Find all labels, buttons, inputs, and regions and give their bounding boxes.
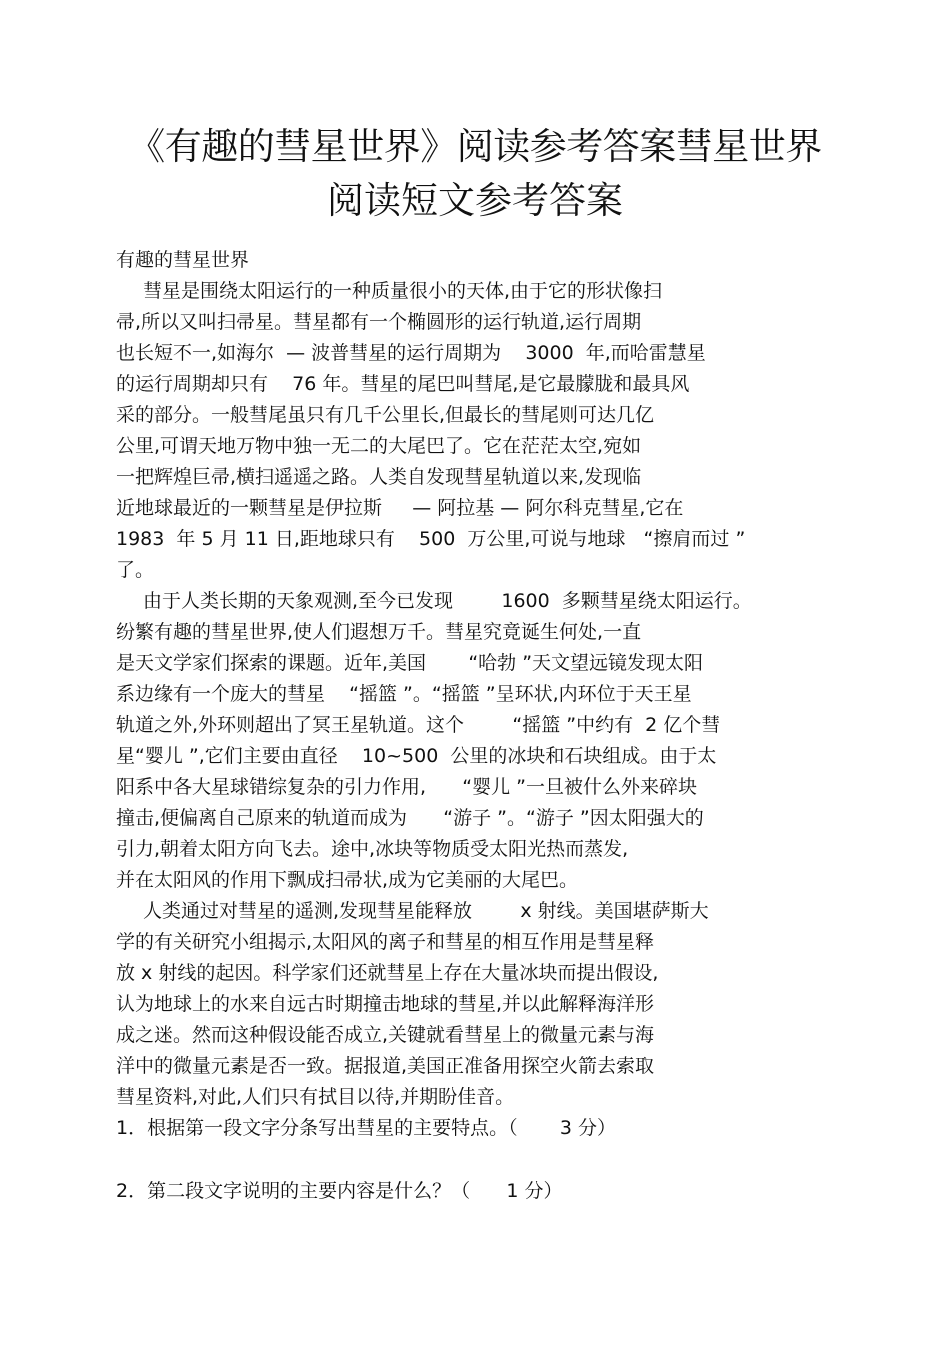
paragraph-3-line: 人类通过对彗星的遥测,发现彗星能释放 x 射线。美国堪萨斯大 — [143, 900, 709, 922]
document-body — [116, 245, 836, 1207]
paragraph-2-line: 撞击,便偏离自己原来的轨道而成为 “游子 ”。“游子 ”因太阳强大的 — [116, 807, 704, 829]
answer-space — [116, 1144, 836, 1176]
paragraph-1-line: 1983 年 5 月 11 日,距地球只有 500 万公里,可说与地球 “擦肩而过 ” — [116, 528, 746, 550]
paragraph-2-line: 并在太阳风的作用下飘成扫帚状,成为它美丽的大尾巴。 — [116, 869, 579, 891]
paragraph-2-line: 星“婴儿 ”,它们主要由直径 10~500 公里的冰块和石块组成。由于太 — [116, 745, 717, 767]
paragraph-1-line: 的运行周期却只有 76 年。彗星的尾巴叫彗尾,是它最朦胧和最具风 — [116, 373, 690, 395]
paragraph-3-line: 彗星资料,对此,人们只有拭目以待,并期盼佳音。 — [116, 1086, 515, 1108]
paragraph-1-line: 公里,可谓天地万物中独一无二的大尾巴了。它在茫茫太空,宛如 — [116, 435, 642, 457]
paragraph-3-line: 放 x 射线的起因。科学家们还就彗星上存在大量冰块而提出假设, — [116, 962, 659, 984]
article-heading: 有趣的彗星世界 — [116, 249, 250, 271]
question-1: 1．根据第一段文字分条写出彗星的主要特点。（ 3 分） — [116, 1117, 616, 1139]
paragraph-1-line: 彗星是围绕太阳运行的一种质量很小的天体,由于它的形状像扫 — [143, 280, 663, 302]
paragraph-3-line: 学的有关研究小组揭示,太阳风的离子和彗星的相互作用是彗星释 — [116, 931, 655, 953]
paragraph-3-line: 成之迷。然而这种假设能否成立,关键就看彗星上的微量元素与海 — [116, 1024, 655, 1046]
paragraph-1-line: 了。 — [116, 559, 155, 581]
paragraph-1-line: 一把辉煌巨帚,横扫遥遥之路。人类自发现彗星轨道以来,发现临 — [116, 466, 642, 488]
document-title: 《有趣的彗星世界》阅读参考答案彗星世界 — [128, 125, 822, 168]
question-2: 2．第二段文字说明的主要内容是什么？（ 1 分） — [116, 1180, 563, 1202]
paragraph-2-line: 是天文学家们探索的课题。近年,美国 “哈勃 ”天文望远镜发现太阳 — [116, 652, 704, 674]
paragraph-1-line: 帚,所以又叫扫帚星。彗星都有一个椭圆形的运行轨道,运行周期 — [116, 311, 642, 333]
paragraph-2-line: 阳系中各大星球错综复杂的引力作用, “婴儿 ”一旦被什么外来碎块 — [116, 776, 698, 798]
paragraph-1-line: 也长短不一,如海尔 — 波普彗星的运行周期为 3000 年,而哈雷慧星 — [116, 342, 706, 364]
paragraph-2-line: 纷繁有趣的彗星世界,使人们遐想万千。彗星究竟诞生何处,一直 — [116, 621, 642, 643]
paragraph-2-line: 轨道之外,外环则超出了冥王星轨道。这个 “摇篮 ”中约有 2 亿个彗 — [116, 714, 721, 736]
paragraph-2-line: 系边缘有一个庞大的彗星 “摇篮 ”。“摇篮 ”呈环状,内环位于天王星 — [116, 683, 692, 705]
paragraph-2-line: 引力,朝着太阳方向飞去。途中,冰块等物质受太阳光热而蒸发, — [116, 838, 629, 860]
paragraph-2-line: 由于人类长期的天象观测,至今已发现 1600 多颗彗星绕太阳运行。 — [143, 590, 752, 612]
paragraph-1-line: 近地球最近的一颗彗星是伊拉斯 — 阿拉基 — 阿尔科克彗星,它在 — [116, 497, 684, 519]
paragraph-3-line: 认为地球上的水来自远古时期撞击地球的彗星,并以此解释海洋形 — [116, 993, 655, 1015]
paragraph-3-line: 洋中的微量元素是否一致。据报道,美国正准备用探空火箭去索取 — [116, 1055, 655, 1077]
paragraph-1-line: 采的部分。一般彗尾虽只有几千公里长,但最长的彗尾则可达几亿 — [116, 404, 655, 426]
document-title-continued: 阅读短文参考答案 — [327, 179, 623, 222]
